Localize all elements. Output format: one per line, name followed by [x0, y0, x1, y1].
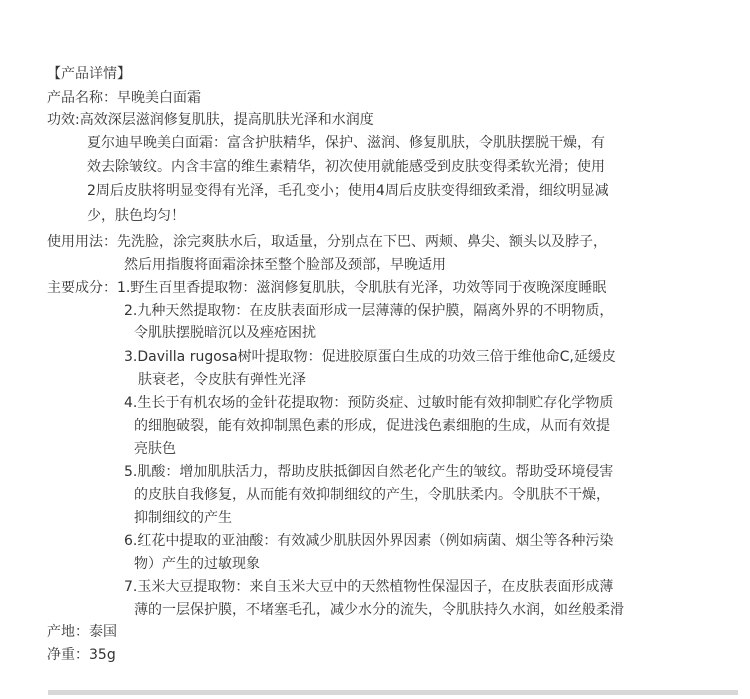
- description-line: 夏尔迪早晚美白面霜：富含护肤精华，保护、滋润、修复肌肤，令肌肤摆脱干燥，有: [87, 135, 605, 151]
- ingredient-line: 亮肤色: [134, 441, 176, 457]
- usage-line: 先洗脸，涂完爽肤水后，取适量，分别点在下巴、两颊、鼻尖、额头以及脖子，: [117, 234, 607, 250]
- origin: 产地：泰国: [47, 624, 117, 640]
- ingredient-line: 1.野生百里香提取物：滋润修复肌肤，令肌肤有光泽，功效等同于夜晚深度睡眠: [117, 280, 607, 296]
- ingredient-line: 5.肌酸：增加肌肤活力，帮助皮肤抵御因自然老化产生的皱纹。帮助受环境侵害: [124, 464, 614, 480]
- ingredient-line: 的皮肤自我修复，从而能有效抑制细纹的产生，令肌肤柔内。令肌肤不干燥，: [134, 487, 610, 503]
- ingredient-line: 抑制细纹的产生: [134, 510, 232, 526]
- description-line: 少，肤色均匀！: [87, 208, 185, 224]
- ingredients-label: 主要成分：: [47, 280, 117, 296]
- description-line: 效去除皱纹。内含丰富的维生素精华，初次使用就能感受到皮肤变得柔软光滑；使用: [87, 159, 605, 175]
- ingredient-line: 的细胞破裂，能有效抑制黑色素的形成，促进浅色素细胞的生成，从而有效提: [134, 418, 610, 434]
- description-line: 2周后皮肤将明显变得有光泽，毛孔变小；使用4周后皮肤变得细致柔滑，细纹明显减: [87, 183, 609, 199]
- ingredient-line: 物）产生的过敏现象: [134, 556, 260, 572]
- section-title: 【产品详情】: [47, 66, 131, 82]
- product-name: 产品名称：早晚美白面霜: [47, 90, 201, 106]
- ingredient-line: 令肌肤摆脱暗沉以及痤疮困扰: [134, 325, 316, 341]
- ingredient-line: 薄的一层保护膜，不堵塞毛孔，减少水分的流失，令肌肤持久水润，如丝般柔滑: [134, 602, 624, 618]
- bottom-divider: [48, 690, 738, 695]
- net-weight: 净重：35g: [47, 647, 116, 663]
- ingredient-line: 2.九种天然提取物：在皮肤表面形成一层薄薄的保护膜，隔离外界的不明物质，: [124, 303, 614, 319]
- ingredient-line: 7.玉米大豆提取物：来自玉米大豆中的天然植物性保湿因子，在皮肤表面形成薄: [124, 579, 614, 595]
- ingredient-line: 肤衰老，令皮肤有弹性光泽: [138, 372, 306, 388]
- ingredient-line: 4.生长于有机农场的金针花提取物：预防炎症、过敏时能有效抑制贮存化学物质: [124, 395, 614, 411]
- ingredient-line: 6.红花中提取的亚油酸：有效减少肌肤因外界因素（例如病菌、烟尘等各种污染: [124, 533, 614, 549]
- ingredient-line: 3.Davilla rugosa树叶提取物：促进胶原蛋白生成的功效三倍于维他命C,延缓皮: [124, 349, 616, 365]
- usage-label: 使用用法：: [47, 234, 117, 250]
- usage-line: 然后用指腹将面霜涂抹至整个脸部及颈部，早晚适用: [124, 257, 446, 273]
- efficacy: 功效:高效深层滋润修复肌肤，提高肌肤光泽和水润度: [47, 112, 374, 128]
